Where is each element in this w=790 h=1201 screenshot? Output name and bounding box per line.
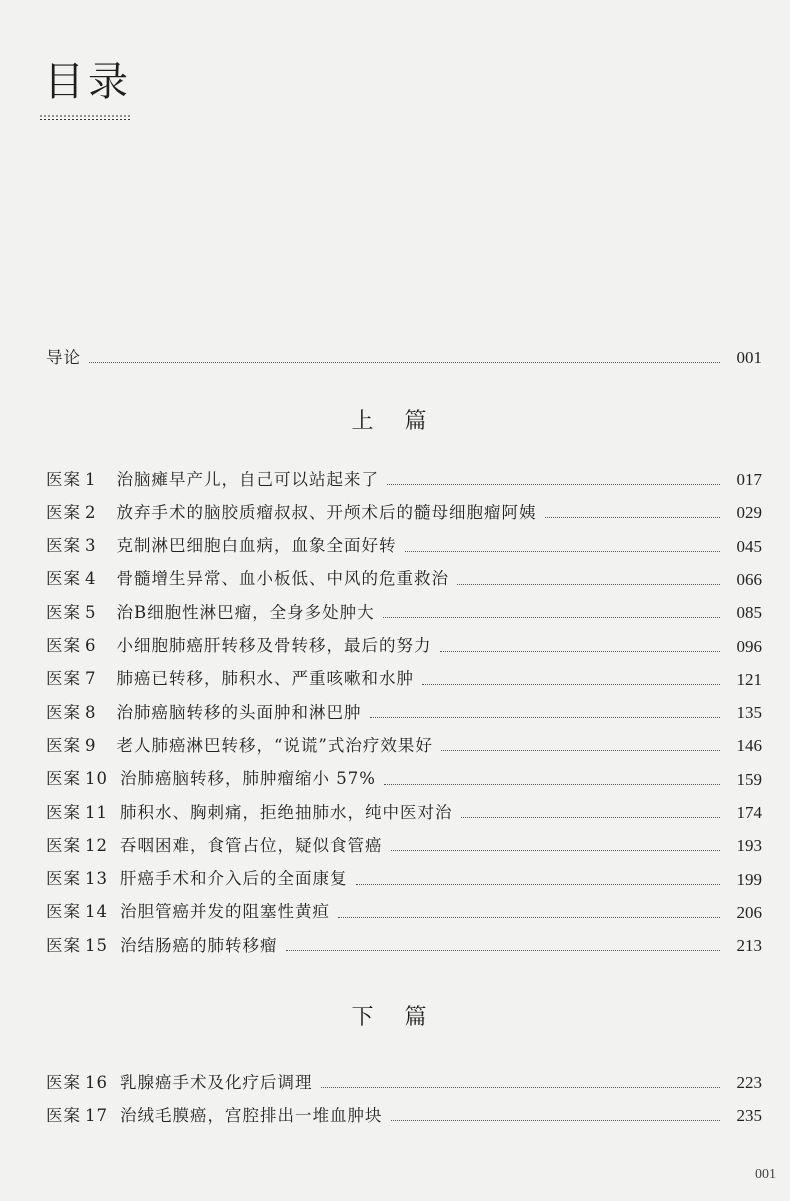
case-number: 3	[85, 536, 97, 556]
case-number: 6	[85, 636, 97, 655]
case-label	[46, 469, 97, 489]
case-number: 14	[85, 902, 108, 922]
case-number: 7	[85, 669, 97, 689]
page-number: 213	[736, 936, 762, 956]
case-label	[46, 702, 97, 722]
case-label	[46, 904, 108, 921]
entry-title: 治结肠癌的肺转移瘤	[120, 935, 278, 955]
case-label	[46, 602, 97, 622]
case-number: 10	[85, 769, 108, 789]
case-number: 8	[85, 702, 97, 722]
case-label	[46, 671, 97, 688]
case-label	[46, 638, 97, 655]
case-word: 医案	[46, 636, 81, 655]
toc-entry-intro[interactable]	[46, 338, 762, 366]
case-label	[46, 1072, 108, 1092]
case-word: 医案	[46, 802, 81, 822]
case-number: 1	[85, 469, 97, 489]
page-number: 199	[736, 869, 762, 889]
page-number: 193	[736, 836, 762, 856]
leader-dots	[545, 516, 721, 518]
page-number: 029	[736, 503, 762, 523]
case-word: 医案	[46, 702, 81, 722]
case-word: 医案	[46, 1105, 81, 1125]
entry-title: 治B细胞性淋巴瘤，全身多处肿大	[116, 602, 375, 622]
entry-title: 克制淋巴细胞白血病，血象全面好转	[116, 536, 397, 556]
case-number: 15	[85, 935, 108, 955]
case-label	[46, 735, 97, 755]
toc-entry[interactable]	[46, 893, 762, 921]
toc-entry[interactable]	[46, 627, 762, 655]
entry-title: 吞咽困难，食管占位，疑似食管癌	[120, 835, 383, 855]
page-title: 目录	[44, 59, 132, 105]
case-number: 5	[85, 602, 97, 622]
entry-title: 治肺癌脑转移的头面肿和淋巴肿	[116, 702, 362, 722]
leader-dots	[89, 361, 720, 363]
case-word: 医案	[46, 536, 81, 556]
case-number: 12	[85, 835, 108, 855]
case-word: 医案	[46, 735, 81, 755]
case-label	[46, 871, 108, 888]
toc-entry[interactable]	[46, 826, 762, 854]
toc-entry[interactable]	[46, 560, 762, 588]
leader-dots	[370, 716, 721, 718]
leader-dots	[405, 550, 721, 552]
case-number: 13	[85, 869, 108, 889]
page-number: 135	[736, 703, 762, 723]
case-label	[46, 802, 108, 822]
toc-entry[interactable]	[46, 1063, 762, 1091]
page-number: 159	[736, 769, 762, 789]
entry-title: 治胆管癌并发的阻塞性黄疸	[120, 902, 330, 922]
case-word: 医案	[46, 669, 81, 689]
case-word: 医案	[46, 902, 81, 922]
toc-entry[interactable]	[46, 926, 762, 954]
case-word: 医案	[46, 1072, 81, 1092]
case-label	[46, 1105, 108, 1125]
case-number: 17	[85, 1105, 108, 1125]
toc-entry[interactable]	[46, 1096, 762, 1124]
case-label	[46, 835, 108, 855]
entry-title: 老人肺癌淋巴转移，“说谎”式治疗效果好	[116, 735, 433, 755]
page-number: 066	[736, 569, 762, 589]
leader-dots	[457, 583, 720, 585]
entry-title: 治肺癌脑转移，肺肿瘤缩小 57%	[120, 769, 376, 789]
case-label	[46, 935, 108, 955]
case-label	[46, 538, 97, 555]
entry-title: 肺癌已转移，肺积水、严重咳嗽和水肿	[116, 669, 414, 689]
case-word: 医案	[46, 869, 81, 889]
case-number: 2	[85, 502, 97, 522]
toc-entry[interactable]	[46, 593, 762, 621]
entry-title: 治脑瘫早产儿，自己可以站起来了	[116, 469, 379, 489]
page-folio: 001	[755, 1167, 776, 1182]
entry-title: 肝癌手术和介入后的全面康复	[120, 869, 348, 889]
page-number: 045	[736, 536, 762, 556]
leader-dots	[422, 683, 720, 685]
entry-title: 放弃手术的脑胶质瘤叔叔、开颅术后的髓母细胞瘤阿姨	[116, 502, 537, 522]
toc-entry[interactable]	[46, 860, 762, 888]
case-number: 9	[85, 735, 97, 755]
toc-entry[interactable]	[46, 493, 762, 521]
intro-label: 导论	[46, 347, 81, 367]
case-label	[46, 502, 97, 522]
leader-dots	[338, 916, 720, 918]
title-underline-decoration	[40, 114, 130, 121]
case-word: 医案	[46, 469, 81, 489]
page-number: 121	[736, 669, 762, 689]
page-number: 223	[736, 1073, 762, 1092]
leader-dots	[391, 849, 721, 851]
case-word: 医案	[46, 769, 81, 789]
toc-entry[interactable]	[46, 693, 762, 721]
entry-title: 小细胞肺癌肝转移及骨转移，最后的努力	[116, 636, 432, 655]
page-number: 235	[736, 1106, 762, 1125]
leader-dots	[440, 650, 721, 652]
page-number: 206	[736, 902, 762, 922]
leader-dots	[441, 749, 720, 751]
case-number: 4	[85, 569, 97, 589]
leader-dots	[356, 883, 721, 885]
toc-entry[interactable]	[46, 460, 762, 488]
page-number: 096	[736, 636, 762, 656]
case-word: 医案	[46, 502, 81, 522]
leader-dots	[383, 616, 720, 618]
page-number: 146	[736, 736, 762, 756]
leader-dots	[321, 1086, 721, 1088]
leader-dots	[384, 783, 720, 785]
leader-dots	[286, 949, 721, 951]
entry-title: 骨髓增生异常、血小板低、中风的危重救治	[116, 569, 449, 589]
entry-title: 治绒毛膜癌，宫腔排出一堆血肿块	[120, 1105, 383, 1125]
page-number: 017	[736, 470, 762, 489]
case-word: 医案	[46, 935, 81, 955]
case-word: 医案	[46, 569, 81, 589]
entry-title: 肺积水、胸刺痛，拒绝抽肺水，纯中医对治	[120, 802, 453, 822]
case-number: 11	[85, 802, 108, 822]
part-upper-heading: 上 篇	[351, 409, 439, 434]
case-word: 医案	[46, 602, 81, 622]
case-label	[46, 771, 108, 788]
part-lower-heading: 下 篇	[351, 1005, 439, 1030]
page-number: 001	[736, 348, 762, 367]
leader-dots	[461, 816, 721, 818]
page-number: 085	[736, 603, 762, 623]
toc-entry[interactable]	[46, 726, 762, 754]
toc-entry[interactable]	[46, 527, 762, 555]
case-number: 16	[85, 1072, 108, 1092]
leader-dots	[391, 1119, 721, 1121]
leader-dots	[387, 483, 720, 485]
toc-entry[interactable]	[46, 660, 762, 688]
entry-title: 乳腺癌手术及化疗后调理	[120, 1072, 313, 1092]
page-number: 174	[736, 803, 762, 822]
toc-entry[interactable]	[46, 760, 762, 788]
case-label	[46, 571, 97, 588]
case-word: 医案	[46, 835, 81, 855]
toc-entry[interactable]	[46, 793, 762, 821]
